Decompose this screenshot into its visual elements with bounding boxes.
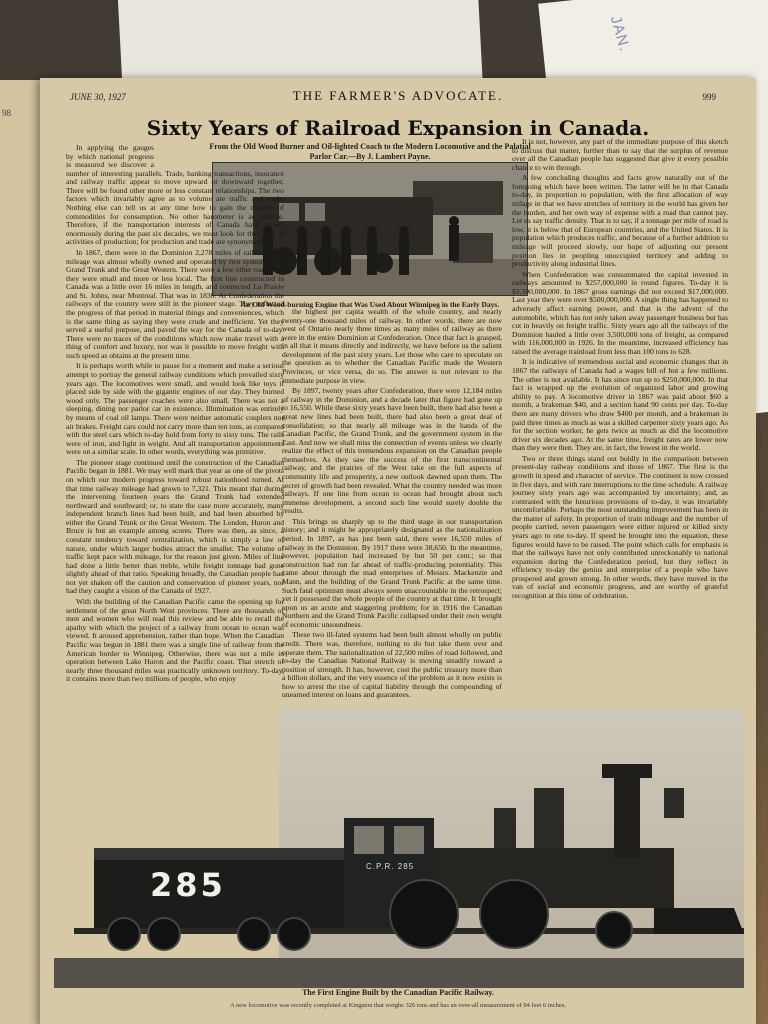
running-header xyxy=(40,88,756,108)
article-title: Sixty Years of Railroad Expansion in Canada. xyxy=(146,116,650,140)
col1-paragraph: In applying the gauges by which national progress is measured we discover a number of interesting parallels. Trade, banking transactions, insurance and railway traffic appear to move upward or downward together. There will be found other more or less constant relationships. The two factors which invariably agree as to volume are traffic and trade. Nothing else can tell us at any time how to gain the number of commodities for consumption. No other barometer is as reliable. Therefore, if the transportation interests of Canada have grown enormously during the past six decades, we must look for the cause in activities of production; for production and trade are synonymous. xyxy=(66,144,284,247)
first-cpr-engine-photo xyxy=(54,708,744,988)
tender-number: 285 xyxy=(150,866,226,904)
col1-paragraph: The pioneer stage continued until the construction of the Canadian Pacific began in 1881. We may well mark that year as one of the pivots on which our modern progress toward robust nationhood turned. At that time railway mileage had grown to 7,321. This meant that during the intervening fourteen years the Grand Trunk had extended northward and southward; or, to state the case more accurately, many independent branch lines had been built, and had been absorbed by either the Grand Trunk or the Great Western. The London, Huron and Bruce is but an example among scores. There was then, as since, a constant tendency toward centralization, which is simply a law of nature, under which larger bodies attract the smaller. The volume of traffic kept pace with mileage, for the reason just given. Miles of line had done a little better than treble, while freight tonnage had gone slightly ahead of that ratio. Speaking broadly, the Canadian people had not yet shaken off the caution and conservation of pioneer years, nor had they caught a vision of the Canada of 1927. xyxy=(66,457,284,596)
col2-paragraph: This brings us sharply up to the third stage in our transportation history; and it might be appropriately designated as the nationalization period. In 1897, as has just been said, there were 16,550 miles of railway in the Dominion. By 1917 there were 38,650. In the meantime, however, population had increased by but 50 per cent.; so that construction had run far ahead of traffic-producing potentiality. This came about through the mad enterprises of Messrs. Mackenzie and Mann, and the building of the Grand Trunk Pacific at the same time. Such fatal optimism must always seem unaccountable in the retrospect; yet it possessed the whole people of the country at that time. It brought upon us an acute and staggering problem; for in 1916 the Canadian Northern and the Grand Trunk Pacific collapsed under their own weight of economic unsoundness. xyxy=(282,516,502,629)
top-photo-caption: An Old Wood-burning Engine that Was Used About Winnipeg in the Early Days. xyxy=(240,300,500,309)
col1-paragraph: In 1867, there were in the Dominion 2,278 miles of railway. This mileage was almost wholly owned and operated by two systems—the Grand Trunk and the Great Western. There were a few other roads, but they were small and more or less local. The first line constructed in Canada was a little over 16 miles in length, and connected La Prairie and St. Johns, near Montreal. That was in 1836. At Confederation the railways of the country were still in the pioneer stage. They reflected the progress of that period in material things and conveniences, which is the same thing as saying they were crude and inefficient. Yet they served a useful purpose, and paved the way for the Canada of to-day. There were no traces of the conditions which now make travel with a thing of comfort and luxury, nor was it possible to move freight with such speed as obtains at the present time. xyxy=(66,247,284,360)
bottom-photo-caption: The First Engine Built by the Canadian Pacific Railway. xyxy=(302,988,494,997)
col3-paragraph: It is indicative of tremendous social and economic changes that in 1867 the railways of Canada had a wages bill of but a few millions. The other is not available. It has since run up to $250,000,000. In that fact is wrapped up the evolution of organized labor and growing ability to pay. A locomotive driver in 1867 was paid about $60 a month, a brakeman $40, and a section hand 90 cents per day. To-day there are many drivers who draw $400 per month, and a brakeman in paid three times as much as was a skilled carpenter sixty years ago. As for the section worker, he gets twice as much as did the locomotive driver six decades ago. At the same time, freight rates are lower now than they were then. They are, in fact, the lowest in the world. xyxy=(512,357,728,453)
col3-paragraph: It is not, however, any part of the immediate purpose of this sketch to discuss that matter, further than to say that the surplus of revenue over all the Canadian people has suggested that give it every possible chance to win through. xyxy=(512,138,728,172)
col3-paragraph: When Confederation was consummated the capital invested in railways amounted to $257,000,000 in round figures. To-day it is $3,500,000,000. In 1867 gross earnings did not exceed $17,000,000. Last year they were over $500,000,000. A single thing has happened to adversely affect earning power, and that is the advent of the automobile, which has not only taken away passenger business but has cut in heavily on freight traffic. Sixty years ago all the railways of the Dominion hauled a little over 3,500,000 tons of freight, as compared with 116,000,000 in 1926. In the meantime, increased efficiency has raised the average trainload from less than 100 tons to 628. xyxy=(512,269,728,356)
folder-stamp: JAN. xyxy=(606,13,634,54)
col1-paragraph: With the building of the Canadian Pacific came the opening up for settlement of the great North West provinces. There are thousands of men and women who will read this review and be able to recall the apathy with which the project of a railway from ocean to ocean was viewed. It aroused apprehension, rather than hope. When the Canadian Pacific was begun in 1881 there was a single line of railway from the American border to Winnipeg. Otherwise, there was not a mile in operation between Lake Huron and the Pacific coast. That stretch of nearly three thousand miles was practically unknown territory. To-day, it contains more than two millions of people, who enjoy xyxy=(66,597,284,684)
masthead: THE FARMER'S ADVOCATE. xyxy=(292,88,504,103)
column-3-text xyxy=(512,138,728,601)
column-2-text xyxy=(282,308,502,700)
magazine-page xyxy=(40,78,756,1024)
col3-paragraph: A few concluding thoughts and facts grow naturally out of the foregoing which have been written. The latter will be in that Canada to-day, in proportion to population, with the first allocation of way milage in that we have stretches of territory in the world has given her the burden, and her own way of expense with a road that cannot pay. Let us say traffic density. That is to say, if a tonnage per mile of road is low, it is below that of European countries, and the United States. It is population which produces traffic, and because of a further addition to mileage will proceed slowly, our hope of adjusting our present position lies in peopling unoccupied territory and adding to productivity along industrial lines. xyxy=(512,173,728,269)
left-page-edge xyxy=(0,80,44,1024)
column-1-text xyxy=(66,144,284,684)
col2-paragraph: the highest per capita wealth of the whole country, and nearly twenty-one thousand miles of railway. In other words, there are now west of Ontario nearly three times as many miles of railway as there were in the entire Dominion at Confederation. Once that fact is grasped, in all that it means directly and indirectly, we have before us the salient development of the past sixty years. Let those who care to speculate on the question as to whether the Canadian Pacific made the Western Provinces, or vice versa, do so. The answer is not relevant to the immediate purpose in view. xyxy=(282,308,502,385)
article-subtitle: From the Old Wood Burner and Oil-lighted Coach to the Modern Locomotive and the Palatial Parlor Car.—By J. Lambert Payne. xyxy=(209,142,531,161)
col1-paragraph: It is perhaps worth while to pause for a moment and make a serious attempt to portray the general railway conditions which prevailed sixty years ago. The locomotives were small, and would look like toys if placed side by side with the gigantic engines of our day. They burned wood only. The passenger coaches were also small. There was not a sleeping, dining nor parlor car in existence. Illumination was entirely by means of coal oil lamps. There were neither automatic couplers nor air brakes. Freight cars could not carry more than ten tons, as compared with the steel cars which to-day hold from forty to sixty tons. The rails were of iron, and light in weight. And all transportation appointments were on a similar scale. In other words, everything was primitive. xyxy=(66,361,284,457)
locomotive-285-illustration xyxy=(54,708,744,988)
issue-date: JUNE 30, 1927 xyxy=(70,92,126,102)
page-number: 999 xyxy=(702,92,716,102)
col3-paragraph: Two or three things stand out boldly in the comparison between present-day railway conditions and those of 1867. The first is the growth in speed and character of service. The continent is now crossed in five days, and with rare interruptions to the time schedule. A railway journey sixty years ago was accompanied by uncertainty; and, as contrasted with the luxurious provisions of to-day, it was invariably uncomfortable. Perhaps the most outstanding improvement has been in the matter of safety. In proportion of train mileage and the number of people carried, seven passengers were either injured or killed sixty years ago to one to-day. If speed be brought into the equation, these figures would have to be raised. The point which calls for emphasis is that the railways have not only contributed unreckonably to national expansion during the Confederation period, but they reflect in efficiency to-day the genius and enterprise of a people who have prospered and grown strong. In other words, they have moved in the van of social and economic progress, and are worthy of grateful recognition at this time of celebration. xyxy=(512,453,728,601)
cab-lettering: C.P.R. 285 xyxy=(366,862,415,871)
article-column-3 xyxy=(512,138,728,778)
col2-paragraph: These two ill-fated systems had been built almost wholly on public credit. There was, therefore, nothing to do but take them over and operate them. The nationalization of 22,500 miles of road followed, and to-day the Canadian National Railway is moving steadily toward a position of strength. It has, however, cost the public treasury more than a billion dollars, and the very essence of the problem as it now exists is how to arrest the rise of capital liability through the compounding of unearned interest on loans and guarantees. xyxy=(282,630,502,700)
bottom-photo-note: A new locomotive was recently completed at Kingston that weighs 326 tons and has an over-all measurement of 94 feet 6 inches. xyxy=(230,1002,566,1009)
col2-paragraph: By 1897, twenty years after Confederation, there were 12,184 miles of railway in the Dominion, and a decade later that figure had gone up to 16,550. While these sixty years have been built, there had also been a great new lines had been built, there had also been a great deal of consolidation; so that nearly all mileage was in the hands of the Canadian Pacific, the Grand Trunk, and the government system in the East. And now we shall miss the connection of events unless we clearly realize the effect of this tremendous expansion on the Canadian people themselves. As they saw the success of the first transcontinental railway, and the prairies of the West take on the full aspects of community life and prosperity, a new outlook dawned upon them. The secret of growth had been revealed. What the country needed was more railways. If one line from ocean to ocean had brought about such immense development, a second such line would surely double the results. xyxy=(282,386,502,516)
left-page-number: 98 xyxy=(2,108,11,118)
